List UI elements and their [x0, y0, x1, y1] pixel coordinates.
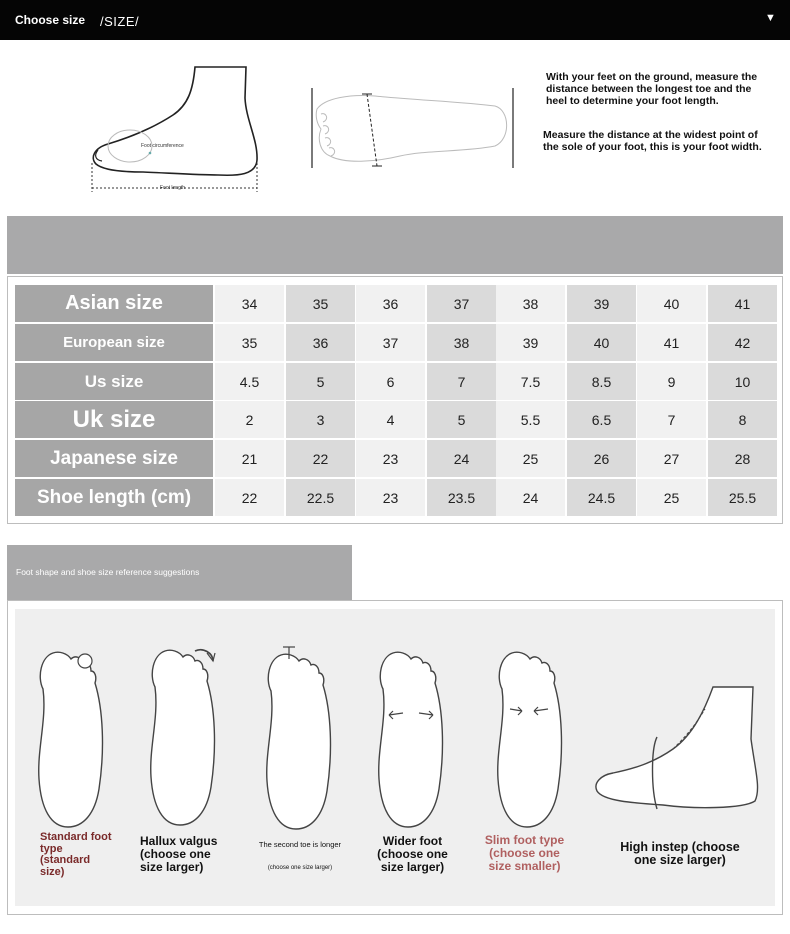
length-instruction: With your feet on the ground, measure the distance between the longest toe and the heel to determine your foot length. [546, 71, 758, 107]
size-row-label: European size [15, 324, 213, 361]
wider-foot-icon [379, 652, 443, 827]
size-cell: 40 [637, 285, 706, 322]
high-instep-foot-icon [596, 687, 758, 809]
size-row-label: Japanese size [15, 440, 213, 477]
foot-length-label: Foot length [160, 185, 186, 191]
slim-foot-icon [498, 652, 562, 827]
hallux-valgus-foot-icon [151, 650, 215, 825]
foot-shape-illustrations [15, 609, 775, 839]
size-cell: 5.5 [496, 401, 565, 438]
header-bar [0, 0, 790, 40]
size-cell: 40 [567, 324, 636, 361]
standard-foot-caption: Standard foot type (standard size) [40, 831, 112, 878]
foot-circumference-label: Foot circumference [141, 143, 184, 149]
size-cell: 37 [356, 324, 425, 361]
size-cell: 36 [356, 285, 425, 322]
size-cell: 5 [286, 363, 355, 400]
size-cell: 22.5 [286, 479, 355, 516]
size-cell: 24 [496, 479, 565, 516]
hallux-valgus-caption: Hallux valgus (choose one size larger) [140, 834, 218, 874]
size-cell: 4 [356, 401, 425, 438]
size-cell: 21 [215, 440, 284, 477]
wider-foot-caption: Wider foot (choose one size larger) [377, 834, 448, 874]
size-row-label: Uk size [15, 401, 213, 438]
size-cell: 39 [567, 285, 636, 322]
size-cell: 23.5 [427, 479, 496, 516]
size-cell: 8 [708, 401, 777, 438]
foot-side-illustration [88, 60, 263, 200]
size-cell: 25 [637, 479, 706, 516]
foot-sole-illustration [305, 84, 520, 174]
slim-foot-caption: Slim foot type (choose one size smaller) [484, 833, 565, 873]
size-tag: /SIZE/ [100, 14, 140, 29]
standard-foot-icon [39, 652, 103, 827]
size-cell: 9 [637, 363, 706, 400]
size-cell: 3 [286, 401, 355, 438]
size-row-label: Us size [15, 363, 213, 400]
size-cell: 25 [496, 440, 565, 477]
size-cell: 4.5 [215, 363, 284, 400]
foot-shape-section-title: Foot shape and shoe size reference suggestions [16, 567, 200, 577]
size-cell: 28 [708, 440, 777, 477]
size-cell: 38 [496, 285, 565, 322]
size-cell: 10 [708, 363, 777, 400]
size-cell: 6.5 [567, 401, 636, 438]
size-cell: 25.5 [708, 479, 777, 516]
size-cell: 23 [356, 479, 425, 516]
table-header-band [7, 216, 783, 274]
size-cell: 38 [427, 324, 496, 361]
second-toe-longer-foot-icon [267, 647, 331, 829]
size-cell: 41 [637, 324, 706, 361]
size-cell: 24.5 [567, 479, 636, 516]
second-toe-note: (choose one size larger) [267, 865, 333, 871]
size-cell: 2 [215, 401, 284, 438]
size-cell: 24 [427, 440, 496, 477]
dropdown-arrow-icon[interactable]: ▼ [765, 12, 776, 24]
size-cell: 6 [356, 363, 425, 400]
size-cell: 36 [286, 324, 355, 361]
choose-size-title: Choose size [15, 13, 86, 27]
second-toe-caption: The second toe is longer [258, 840, 342, 849]
size-cell: 7 [637, 401, 706, 438]
foot-shape-section-tab [7, 545, 352, 600]
size-cell: 42 [708, 324, 777, 361]
size-cell: 5 [427, 401, 496, 438]
size-cell: 7.5 [496, 363, 565, 400]
size-cell: 39 [496, 324, 565, 361]
size-row-label: Shoe length (cm) [15, 479, 213, 516]
size-cell: 37 [427, 285, 496, 322]
width-instruction: Measure the distance at the widest point of the sole of your foot, this is your foot width. [543, 129, 762, 153]
size-cell: 41 [708, 285, 777, 322]
size-cell: 22 [215, 479, 284, 516]
size-cell: 23 [356, 440, 425, 477]
size-cell: 8.5 [567, 363, 636, 400]
size-cell: 27 [637, 440, 706, 477]
size-cell: 35 [215, 324, 284, 361]
size-cell: 34 [215, 285, 284, 322]
size-row-label: Asian size [15, 285, 213, 322]
size-cell: 22 [286, 440, 355, 477]
size-cell: 7 [427, 363, 496, 400]
size-cell: 26 [567, 440, 636, 477]
high-instep-caption: High instep (choose one size larger) [620, 840, 740, 867]
size-cell: 35 [286, 285, 355, 322]
